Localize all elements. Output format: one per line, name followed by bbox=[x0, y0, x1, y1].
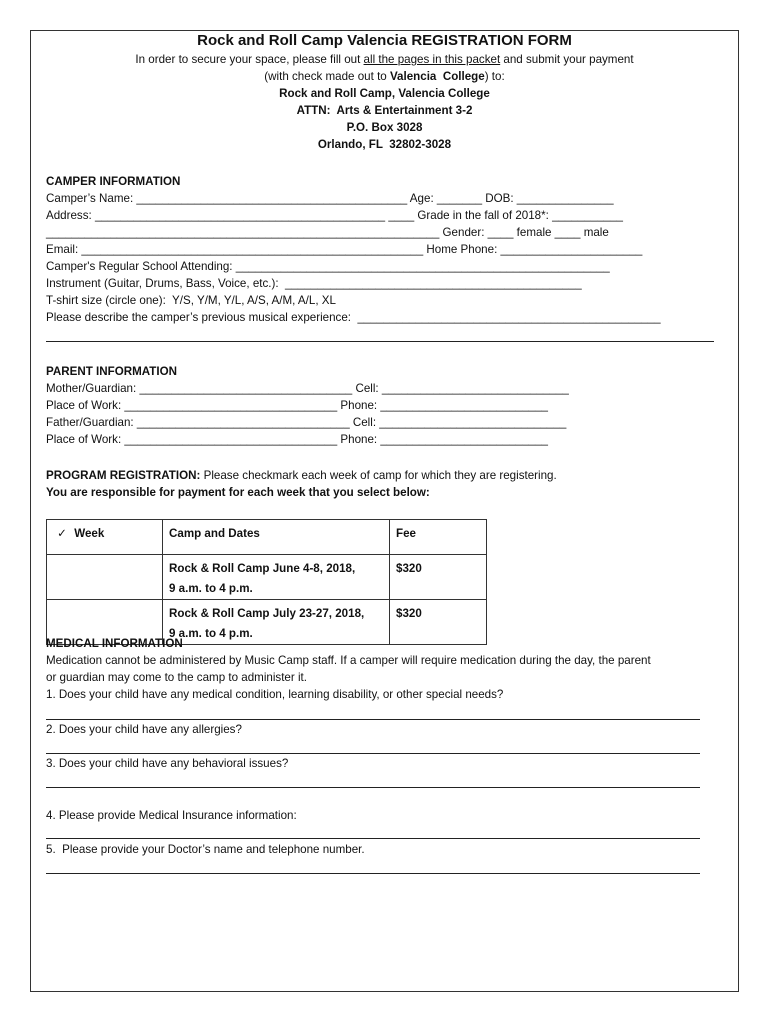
camp-header: Camp and Dates bbox=[163, 520, 390, 555]
program-heading-text: Please checkmark each week of camp for which they are registering. bbox=[200, 469, 557, 482]
fee-header: Fee bbox=[390, 520, 487, 555]
camp-hours: 9 a.m. to 4 p.m. bbox=[169, 582, 253, 595]
registration-form bbox=[30, 30, 739, 992]
week-header bbox=[47, 520, 163, 555]
musical-experience-field[interactable]: Please describe the camper’s previous musical experience: _______________________________________________ bbox=[46, 311, 661, 324]
table-row bbox=[47, 555, 487, 600]
question-5: 5. Please provide your Doctor’s name and telephone number. bbox=[46, 843, 365, 856]
parent-heading: PARENT INFORMATION bbox=[46, 365, 177, 378]
payee-name: Valencia College bbox=[389, 70, 485, 83]
payment-note: You are responsible for payment for each week that you select below: bbox=[46, 486, 430, 499]
medication-note-2: or guardian may come to the camp to administer it. bbox=[46, 671, 307, 684]
camper-heading: CAMPER INFORMATION bbox=[46, 175, 181, 188]
answer-line[interactable] bbox=[46, 838, 700, 839]
medical-heading: MEDICAL INFORMATION bbox=[46, 637, 183, 650]
mother-work-field[interactable]: Place of Work: _________________________________ Phone: __________________________ bbox=[46, 399, 549, 412]
checkmark-icon: ✓ bbox=[57, 527, 67, 540]
school-field[interactable]: Camper's Regular School Attending: __________________________________________________________ bbox=[46, 260, 610, 273]
answer-line[interactable] bbox=[46, 753, 700, 754]
intro-underlined: all the pages in this packet bbox=[363, 53, 501, 66]
intro-line bbox=[31, 51, 738, 68]
week-checkbox[interactable] bbox=[47, 555, 163, 600]
medication-note: Medication cannot be administered by Music Camp staff. If a camper will require medication during the day, the parent bbox=[46, 654, 651, 667]
camp-dates: Rock & Roll Camp June 4-8, 2018, bbox=[169, 562, 356, 575]
program-heading bbox=[46, 467, 730, 484]
answer-line[interactable] bbox=[46, 341, 714, 342]
check-text: (with check made out to bbox=[264, 70, 390, 83]
camp-hours: 9 a.m. to 4 p.m. bbox=[169, 627, 253, 640]
father-work-field[interactable]: Place of Work: _________________________________ Phone: __________________________ bbox=[46, 433, 549, 446]
question-3: 3. Does your child have any behavioral issues? bbox=[46, 757, 289, 770]
father-field[interactable]: Father/Guardian: _________________________________ Cell: _____________________________ bbox=[46, 416, 567, 429]
check-text-end: ) to: bbox=[484, 70, 505, 83]
address-line-1: Rock and Roll Camp, Valencia College bbox=[279, 87, 490, 100]
answer-line[interactable] bbox=[46, 873, 700, 874]
answer-line[interactable] bbox=[46, 719, 700, 720]
address-line-3: P.O. Box 3028 bbox=[346, 121, 423, 134]
address-line-4: Orlando, FL 32802-3028 bbox=[317, 138, 452, 151]
question-4: 4. Please provide Medical Insurance information: bbox=[46, 809, 297, 822]
mother-field[interactable]: Mother/Guardian: _________________________________ Cell: _____________________________ bbox=[46, 382, 569, 395]
tshirt-size-field[interactable]: T-shirt size (circle one): Y/S, Y/M, Y/L, A/S, A/M, A/L, XL bbox=[46, 294, 336, 307]
registration-table bbox=[46, 519, 487, 645]
form-title: Rock and Roll Camp Valencia REGISTRATION FORM bbox=[197, 32, 572, 49]
fee-cell: $320 bbox=[390, 555, 487, 600]
question-1: 1. Does your child have any medical condition, learning disability, or other special needs? bbox=[46, 688, 504, 701]
camp-cell bbox=[163, 555, 390, 600]
intro-text-end: and submit your payment bbox=[500, 53, 634, 66]
intro-text: In order to secure your space, please fill out bbox=[135, 53, 364, 66]
instrument-field[interactable]: Instrument (Guitar, Drums, Bass, Voice, etc.): ______________________________________________ bbox=[46, 277, 582, 290]
address-field[interactable]: Address: _____________________________________________ ____ Grade in the fall of 2018*: ___________ bbox=[46, 209, 623, 222]
address-gender-field[interactable]: _____________________________________________________________ Gender: ____ female ____ male bbox=[46, 226, 609, 239]
week-header-label: Week bbox=[74, 527, 105, 540]
question-2: 2. Does your child have any allergies? bbox=[46, 723, 242, 736]
program-heading-label: PROGRAM REGISTRATION: bbox=[46, 469, 201, 482]
address-line-2: ATTN: Arts & Entertainment 3-2 bbox=[296, 104, 473, 117]
check-line bbox=[31, 68, 738, 85]
fee-cell: $320 bbox=[390, 600, 487, 645]
table-header-row bbox=[47, 520, 487, 555]
camper-name-field[interactable]: Camper’s Name: __________________________________________ Age: _______ DOB: _______________ bbox=[46, 192, 614, 205]
email-field[interactable]: Email: _____________________________________________________ Home Phone: ______________________ bbox=[46, 243, 643, 256]
camp-dates: Rock & Roll Camp July 23-27, 2018, bbox=[169, 607, 365, 620]
answer-line[interactable] bbox=[46, 787, 700, 788]
